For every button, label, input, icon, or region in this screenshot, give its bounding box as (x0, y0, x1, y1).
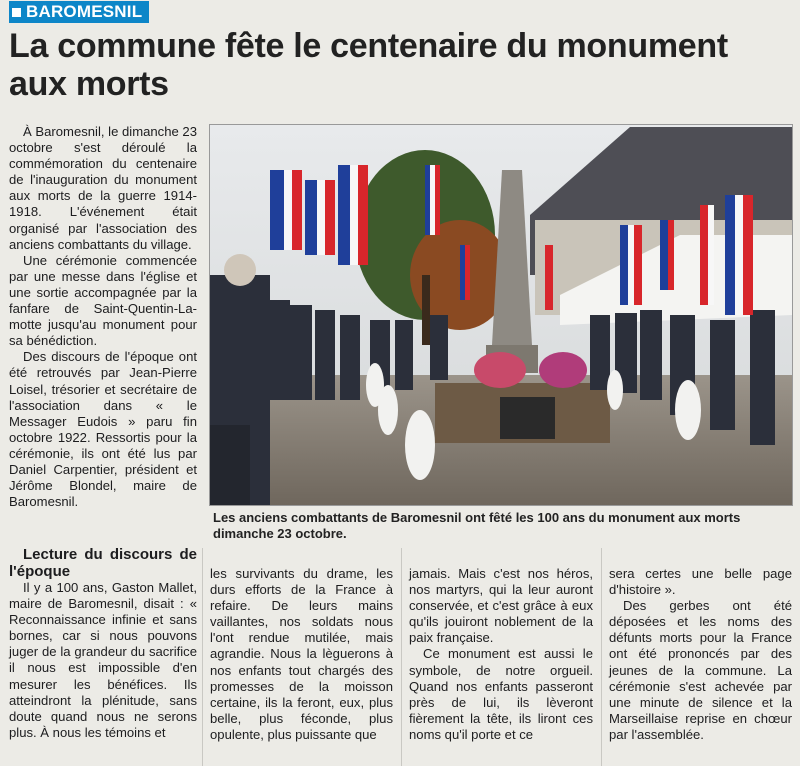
section-label (9, 1, 149, 23)
section-label-text: BAROMESNIL (26, 2, 143, 21)
section-square-icon (12, 8, 21, 17)
column-rule (202, 548, 203, 766)
article-photo (209, 124, 793, 506)
body-column-3 (409, 566, 593, 743)
subheading: Lecture du discours de l'époque (9, 546, 197, 580)
plaque (500, 397, 555, 439)
intro-paragraph: Des discours de l'époque ont été retrouvés par Jean-Pierre Loisel, trésorier et secrétaire de l'association dans « le Messager Eudois » paru fin octobre 1922. Ressortis pour la cérémonie, ils ont été lus par Daniel Carpentier, président et Jérôme Blondel, maire de Baromesnil. (9, 349, 197, 510)
body-column-4 (609, 566, 792, 743)
body-paragraph: sera certes une belle page d'histoire ». (609, 566, 792, 598)
photo-caption: Les anciens combattants de Baromesnil ont fêté les 100 ans du monument aux morts dimanche 23 octobre. (213, 510, 741, 541)
intro-paragraph: Une cérémonie commencée par une messe dans l'église et une sortie accompagnée par la fanfare de Saint-Quentin-La-motte jusqu'au monument pour sa bénédiction. (9, 252, 197, 349)
body-paragraph: jamais. Mais c'est nos héros, nos martyrs, qui la leur auront conservée, et c'est grâce à eux qu'ils jouiront noblement de la paix française. (409, 566, 593, 646)
column-rule (401, 548, 402, 766)
body-column-2 (210, 566, 393, 743)
body-column-1 (9, 546, 197, 741)
commemoration-photo (210, 125, 792, 505)
column-rule (601, 548, 602, 766)
article-headline: La commune fête le centenaire du monument aux morts (9, 27, 728, 103)
wreath (539, 352, 587, 388)
intro-paragraph: À Baromesnil, le dimanche 23 octobre s'est déroulé la commémoration du centenaire de l'inauguration du monument aux morts de la guerre 1914-1918. L'événement était organisé par l'association des anciens combattants du village. (9, 124, 197, 252)
body-paragraph: Des gerbes ont été déposées et les noms des défunts morts pour la France ont été prononcés par des jeunes de la commune. La cérémonie s'est achevée par une minute de silence et la Marseillaise reprise en chœur par l'assemblée. (609, 598, 792, 742)
wreath (474, 352, 526, 388)
intro-column (9, 124, 197, 510)
body-paragraph: les survivants du drame, les durs efforts de la France à refaire. De leurs mains vaillantes, nos soldats nous l'ont rendue mutilée, mais agrandie. Nous la lèguerons à nos enfants tout chargés des promesses de la moisson certaine, ils la feront, eux, plus belle, plus féconde, plus opulente, plus puissante que (210, 566, 393, 742)
body-paragraph: Ce monument est aussi le symbole, de notre orgueil. Quand nos enfants passeront près de lui, ils lèveront fièrement la tête, ils liront ces noms qu'il porte et ce (409, 646, 593, 742)
body-paragraph: Il y a 100 ans, Gaston Mallet, maire de Baromesnil, disait : « Reconnaissance infinie et sans bornes, car si nous pouvons juger de la grandeur du sacrifice il nous est impossible d'en mesurer les bénéfices. Ils atteindront la plénitude, sans doute quand nous ne serons plus. À nous les témoins et (9, 580, 197, 740)
